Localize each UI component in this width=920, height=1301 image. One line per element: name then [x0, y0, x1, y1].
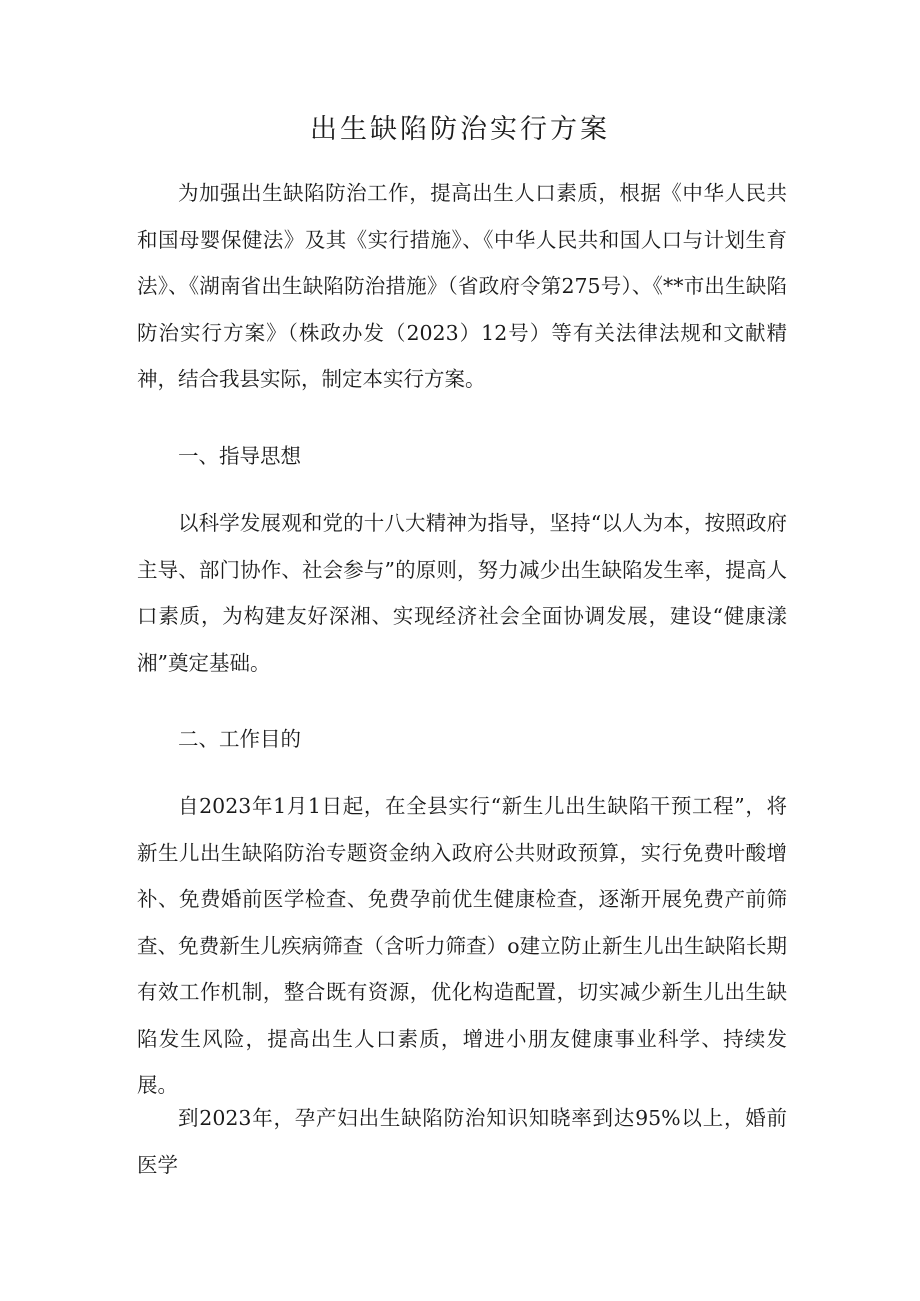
- guiding-ideology-paragraph: 以科学发展观和党的十八大精神为指导，坚持“以人为本，按照政府主导、部门协作、社会参与”的原则，努力减少出生缺陷发生率，提高人口素质，为构建友好深湘、实现经济社会全面协调发展，建设“健康漾湘”奠定基础。: [137, 511, 787, 675]
- document-title: 出生缺陷防治实行方案: [310, 114, 610, 145]
- work-objectives-paragraph: 自2023年1月1日起，在全县实行“新生儿出生缺陷干预工程”，将新生儿出生缺陷防治专题资金纳入政府公共财政预算，实行免费叶酸增补、免费婚前医学检查、免费孕前优生健康检查，逐渐开展免费产前筛查、免费新生儿疾病筛查（含听力筛查）o建立防止新生儿出生缺陷长期有效工作机制，整合既有资源，优化构造配置，切实减少新生儿出生缺陷发生风险，提高出生人口素质，增进小朋友健康事业科学、持续发展。: [137, 794, 787, 1097]
- section-heading-work-objectives: 二、工作目的: [178, 727, 301, 751]
- intro-paragraph: 为加强出生缺陷防治工作，提高出生人口素质，根据《中华人民共和国母婴保健法》及其《实行措施》、《中华人民共和国人口与计划生育法》、《湖南省出生缺陷防治措施》（省政府令第275号）、《**市出生缺陷防治实行方案》（株政办发（2023）12号）等有关法律法规和文献精神，结合我县实际，制定本实行方案。: [137, 181, 787, 391]
- section-heading-guiding-ideology: 一、指导思想: [178, 444, 301, 468]
- targets-paragraph: 到2023年，孕产妇出生缺陷防治知识知晓率到达95%以上，婚前医学: [137, 1106, 787, 1177]
